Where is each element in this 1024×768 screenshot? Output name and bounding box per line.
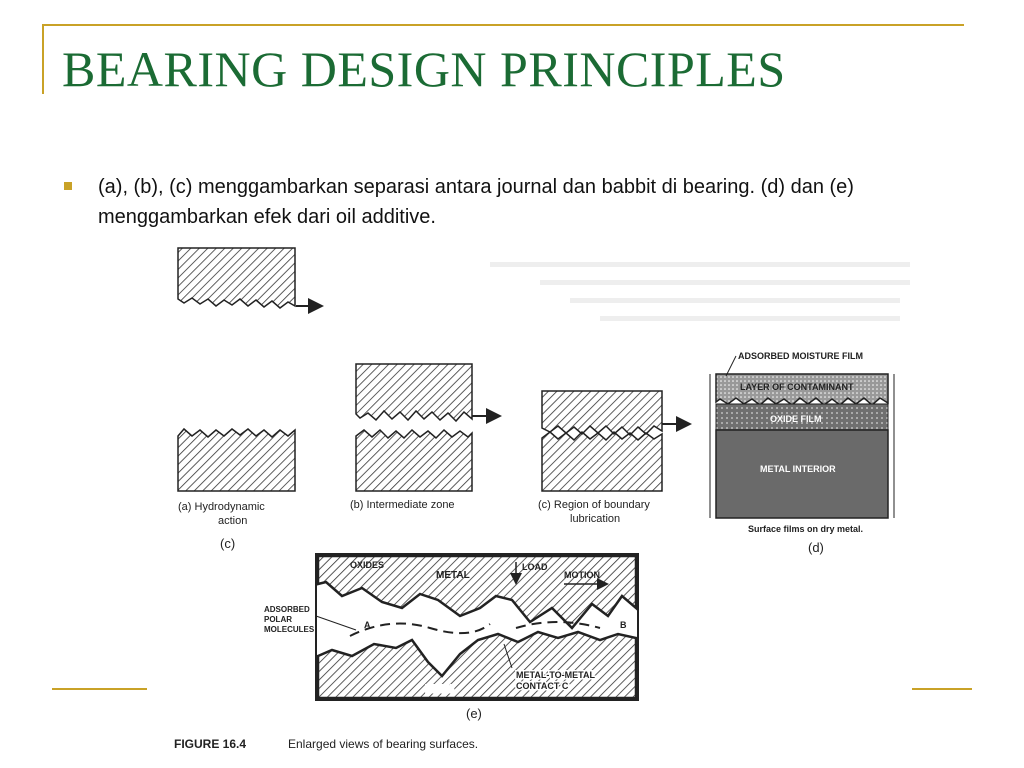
caption-d: (d) bbox=[808, 540, 824, 555]
journal-surface-c bbox=[542, 391, 662, 435]
babbitt-surface-a bbox=[178, 429, 295, 491]
caption-c-line2: lubrication bbox=[570, 513, 621, 525]
panel-e-oil-additive bbox=[264, 554, 638, 721]
label-oxides: OXIDES bbox=[350, 560, 385, 570]
slide-title: BEARING DESIGN PRINCIPLES bbox=[62, 41, 786, 97]
label-metal-interior: METAL INTERIOR bbox=[760, 464, 836, 474]
caption-e: (e) bbox=[466, 706, 482, 721]
title-frame-left-rule bbox=[42, 24, 44, 94]
journal-surface-a bbox=[178, 248, 295, 308]
label-contaminant: LAYER OF CONTAMINANT bbox=[740, 382, 854, 392]
panel-c-boundary bbox=[538, 391, 688, 525]
caption-c-line1: (c) Region of boundary bbox=[538, 499, 650, 511]
label-adsorbed-line2: POLAR bbox=[264, 615, 292, 624]
label-motion: MOTION bbox=[564, 570, 600, 580]
bullet-item bbox=[62, 172, 922, 232]
bullet-text: (a), (b), (c) menggambarkan separasi antara journal dan babbit di bearing. (d) dan (e) menggambarkan efek dari oil additive. bbox=[98, 176, 854, 228]
label-b: B bbox=[620, 620, 627, 630]
babbitt-surface-b bbox=[356, 430, 472, 491]
metal-interior-block bbox=[716, 430, 888, 518]
label-adsorbed-line1: ADSORBED bbox=[264, 605, 310, 614]
square-bullet-icon bbox=[64, 182, 72, 190]
label-adsorbed-line3: MOLECULES bbox=[264, 625, 315, 634]
panel-b-intermediate bbox=[350, 364, 498, 511]
panel-a-hydrodynamic bbox=[178, 248, 320, 551]
journal-surface-b bbox=[356, 364, 472, 421]
label-oxide-film: OXIDE FILM bbox=[770, 414, 822, 424]
label-contact-line2: CONTACT C bbox=[516, 681, 569, 691]
bearing-surfaces-figure bbox=[160, 236, 920, 766]
label-load: LOAD bbox=[522, 562, 548, 572]
caption-d-text: Surface films on dry metal. bbox=[748, 524, 864, 534]
faded-background-text bbox=[490, 262, 910, 321]
caption-b: (b) Intermediate zone bbox=[350, 499, 455, 511]
figure-number: FIGURE 16.4 bbox=[174, 737, 247, 751]
caption-abc-group: (c) bbox=[220, 536, 236, 551]
title-frame-top-rule bbox=[42, 24, 964, 26]
footer-rule-left bbox=[52, 688, 147, 690]
moisture-leader-line bbox=[726, 356, 736, 376]
label-contact-line1: METAL-TO-METAL bbox=[516, 670, 595, 680]
label-a: A bbox=[364, 620, 371, 630]
caption-a-line1: (a) Hydrodynamic bbox=[178, 501, 265, 513]
babbitt-surface-c bbox=[542, 432, 662, 491]
caption-a-line2: action bbox=[218, 515, 248, 527]
figure-caption: Enlarged views of bearing surfaces. bbox=[288, 737, 479, 751]
label-metal-bottom: METAL bbox=[426, 684, 457, 694]
label-metal-top: METAL bbox=[436, 570, 470, 581]
panel-d-surface-films bbox=[710, 351, 894, 555]
label-adsorbed-moisture: ADSORBED MOISTURE FILM bbox=[738, 351, 863, 361]
footer-rule-right bbox=[912, 688, 972, 690]
